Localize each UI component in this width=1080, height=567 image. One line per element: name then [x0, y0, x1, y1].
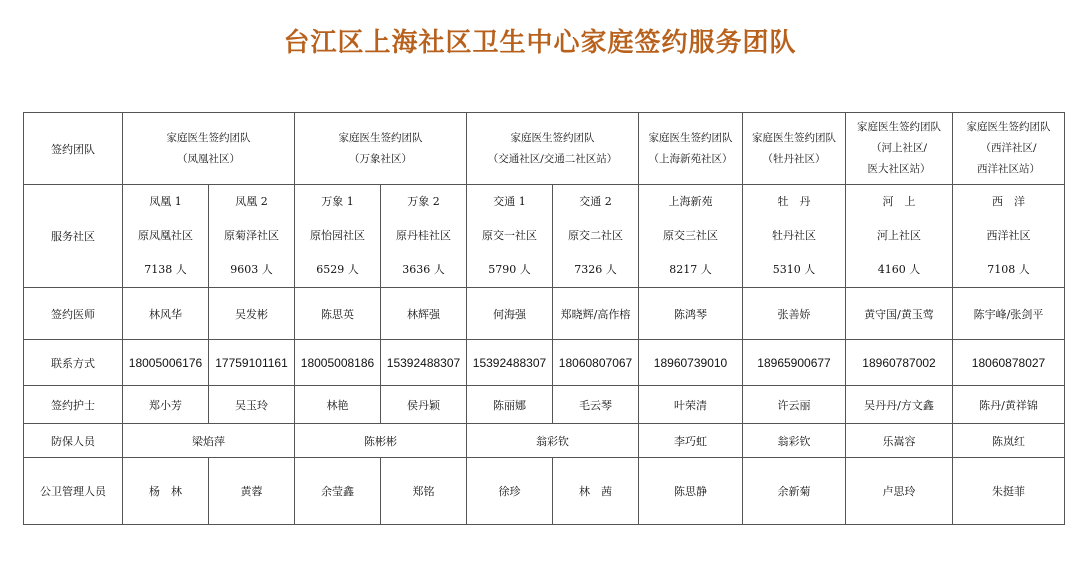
prevention-cell: 陈彬彬	[295, 424, 467, 458]
public-health-cell: 余新菊	[743, 458, 846, 525]
nurse-cell: 林艳	[295, 386, 381, 424]
nurse-cell: 侯丹颖	[381, 386, 467, 424]
nurse-cell: 吴玉玲	[209, 386, 295, 424]
population: 7138 人	[144, 263, 187, 276]
nurse-row	[24, 386, 1065, 424]
team-header-line: （凤凰社区）	[177, 152, 240, 165]
service-cell	[381, 185, 467, 288]
team-header-line: （上海新苑社区）	[648, 152, 733, 165]
team-header-xiyang	[953, 113, 1065, 185]
population: 7108 人	[987, 263, 1030, 276]
phone-cell: 18960787002	[846, 340, 953, 386]
population: 4160 人	[877, 263, 921, 276]
public-health-cell: 黄蓉	[209, 458, 295, 525]
community-name: 牡丹社区	[772, 229, 817, 242]
phone-cell: 15392488307	[467, 340, 553, 386]
service-row	[24, 185, 1065, 288]
public-health-cell: 陈思静	[639, 458, 743, 525]
community-name: 原交三社区	[663, 229, 719, 242]
public-health-cell: 卢思玲	[846, 458, 953, 525]
doctor-cell: 黄守国/黄玉莺	[846, 288, 953, 340]
service-cell	[846, 185, 953, 288]
public-health-cell: 杨 林	[123, 458, 209, 525]
team-header-line: 家庭医生签约团队	[857, 121, 942, 133]
public-health-row	[24, 458, 1065, 525]
team-header-line: 医大社区站）	[867, 163, 931, 175]
team-header-line: 家庭医生签约团队	[966, 121, 1051, 133]
team-header-line: 家庭医生签约团队	[166, 131, 251, 144]
doctor-cell: 陈鸿琴	[639, 288, 743, 340]
row-label-team: 签约团队	[24, 113, 123, 185]
phone-cell: 18965900677	[743, 340, 846, 386]
phone-cell: 18005008186	[295, 340, 381, 386]
service-cell	[123, 185, 209, 288]
prevention-row	[24, 424, 1065, 458]
team-header-jiaotong	[467, 113, 639, 185]
community-name: 原交一社区	[482, 229, 537, 242]
sub-team-name: 牡 丹	[777, 195, 811, 208]
nurse-cell: 陈丽娜	[467, 386, 553, 424]
team-header-line: （牡丹社区）	[762, 152, 826, 165]
team-header-line: 西洋社区站）	[977, 163, 1041, 175]
team-header-line: （万象社区）	[349, 152, 412, 165]
doctor-cell: 陈宇峰/张剑平	[953, 288, 1065, 340]
population: 8217 人	[669, 263, 712, 276]
phone-cell: 18960739010	[639, 340, 743, 386]
service-cell	[295, 185, 381, 288]
phone-cell: 18005006176	[123, 340, 209, 386]
doctor-cell: 吴发彬	[209, 288, 295, 340]
team-header-mudan	[743, 113, 846, 185]
team-header-heshang	[846, 113, 953, 185]
nurse-cell: 毛云琴	[553, 386, 639, 424]
population: 6529 人	[316, 263, 359, 276]
doctor-cell: 林辉强	[381, 288, 467, 340]
doctor-cell: 陈思英	[295, 288, 381, 340]
nurse-cell: 郑小芳	[123, 386, 209, 424]
service-cell	[953, 185, 1065, 288]
team-header-line: 家庭医生签约团队	[510, 131, 595, 144]
community-name: 原凤凰社区	[138, 229, 193, 242]
doctor-cell: 张善娇	[743, 288, 846, 340]
sub-team-name: 西 洋	[992, 195, 1026, 208]
community-name: 原丹桂社区	[396, 229, 451, 242]
team-header-line: （西洋社区/	[980, 142, 1037, 154]
prevention-cell: 陈岚红	[953, 424, 1065, 458]
team-header-line: （交通社区/交通二社区站）	[487, 152, 618, 165]
phone-cell: 15392488307	[381, 340, 467, 386]
prevention-cell: 翁彩钦	[467, 424, 639, 458]
team-header-fenghuang	[123, 113, 295, 185]
public-health-cell: 朱挺菲	[953, 458, 1065, 525]
population: 5310 人	[772, 263, 816, 276]
service-cell	[467, 185, 553, 288]
doctor-cell: 何海强	[467, 288, 553, 340]
doctor-cell: 林风华	[123, 288, 209, 340]
population: 3636 人	[402, 263, 445, 276]
sub-team-name: 上海新苑	[668, 195, 713, 208]
community-name: 原菊泽社区	[224, 229, 279, 242]
page-title: 台江区上海社区卫生中心家庭签约服务团队	[283, 28, 797, 58]
team-header-row	[24, 113, 1065, 185]
team-header-line: 家庭医生签约团队	[648, 131, 733, 144]
prevention-cell: 梁焰萍	[123, 424, 295, 458]
sub-team-name: 万象 1	[321, 195, 354, 208]
nurse-cell: 吴丹丹/方文鑫	[846, 386, 953, 424]
service-cell	[209, 185, 295, 288]
nurse-cell: 许云丽	[743, 386, 846, 424]
public-health-cell: 徐珍	[467, 458, 553, 525]
phone-cell: 18060878027	[953, 340, 1065, 386]
team-table	[23, 112, 1065, 525]
nurse-cell: 叶荣清	[639, 386, 743, 424]
team-header-line: 家庭医生签约团队	[338, 131, 423, 144]
row-label-prevention: 防保人员	[24, 424, 123, 458]
row-label-doctor: 签约医师	[24, 288, 123, 340]
sub-team-name: 凤凰 2	[235, 195, 268, 208]
phone-cell: 17759101161	[209, 340, 295, 386]
sub-team-name: 凤凰 1	[149, 195, 182, 208]
community-name: 原交二社区	[568, 229, 623, 242]
community-name: 西洋社区	[986, 229, 1031, 242]
contact-row	[24, 340, 1065, 386]
public-health-cell: 郑铭	[381, 458, 467, 525]
team-header-wanxiang	[295, 113, 467, 185]
prevention-cell: 乐嵩容	[846, 424, 953, 458]
team-header-shanghaixinyuan	[639, 113, 743, 185]
team-header-line: 家庭医生签约团队	[752, 131, 837, 144]
sub-team-name: 万象 2	[407, 195, 440, 208]
sub-team-name: 交通 1	[493, 195, 526, 208]
row-label-service: 服务社区	[24, 185, 123, 288]
population: 7326 人	[574, 263, 617, 276]
service-cell	[743, 185, 846, 288]
prevention-cell: 李巧虹	[639, 424, 743, 458]
sub-team-name: 河 上	[882, 195, 916, 208]
team-header-line: （河上社区/	[870, 142, 928, 154]
row-label-public-health: 公卫管理人员	[24, 458, 123, 525]
public-health-cell: 林 茜	[553, 458, 639, 525]
population: 9603 人	[230, 263, 273, 276]
doctor-cell: 郑晓辉/高作榕	[553, 288, 639, 340]
row-label-nurse: 签约护士	[24, 386, 123, 424]
service-cell	[553, 185, 639, 288]
prevention-cell: 翁彩钦	[743, 424, 846, 458]
population: 5790 人	[488, 263, 531, 276]
service-cell	[639, 185, 743, 288]
phone-cell: 18060807067	[553, 340, 639, 386]
community-name: 原怡园社区	[310, 229, 365, 242]
nurse-cell: 陈丹/黄祥锦	[953, 386, 1065, 424]
doctor-row	[24, 288, 1065, 340]
row-label-contact: 联系方式	[24, 340, 123, 386]
community-name: 河上社区	[877, 229, 922, 242]
public-health-cell: 余莹鑫	[295, 458, 381, 525]
sub-team-name: 交通 2	[579, 195, 612, 208]
